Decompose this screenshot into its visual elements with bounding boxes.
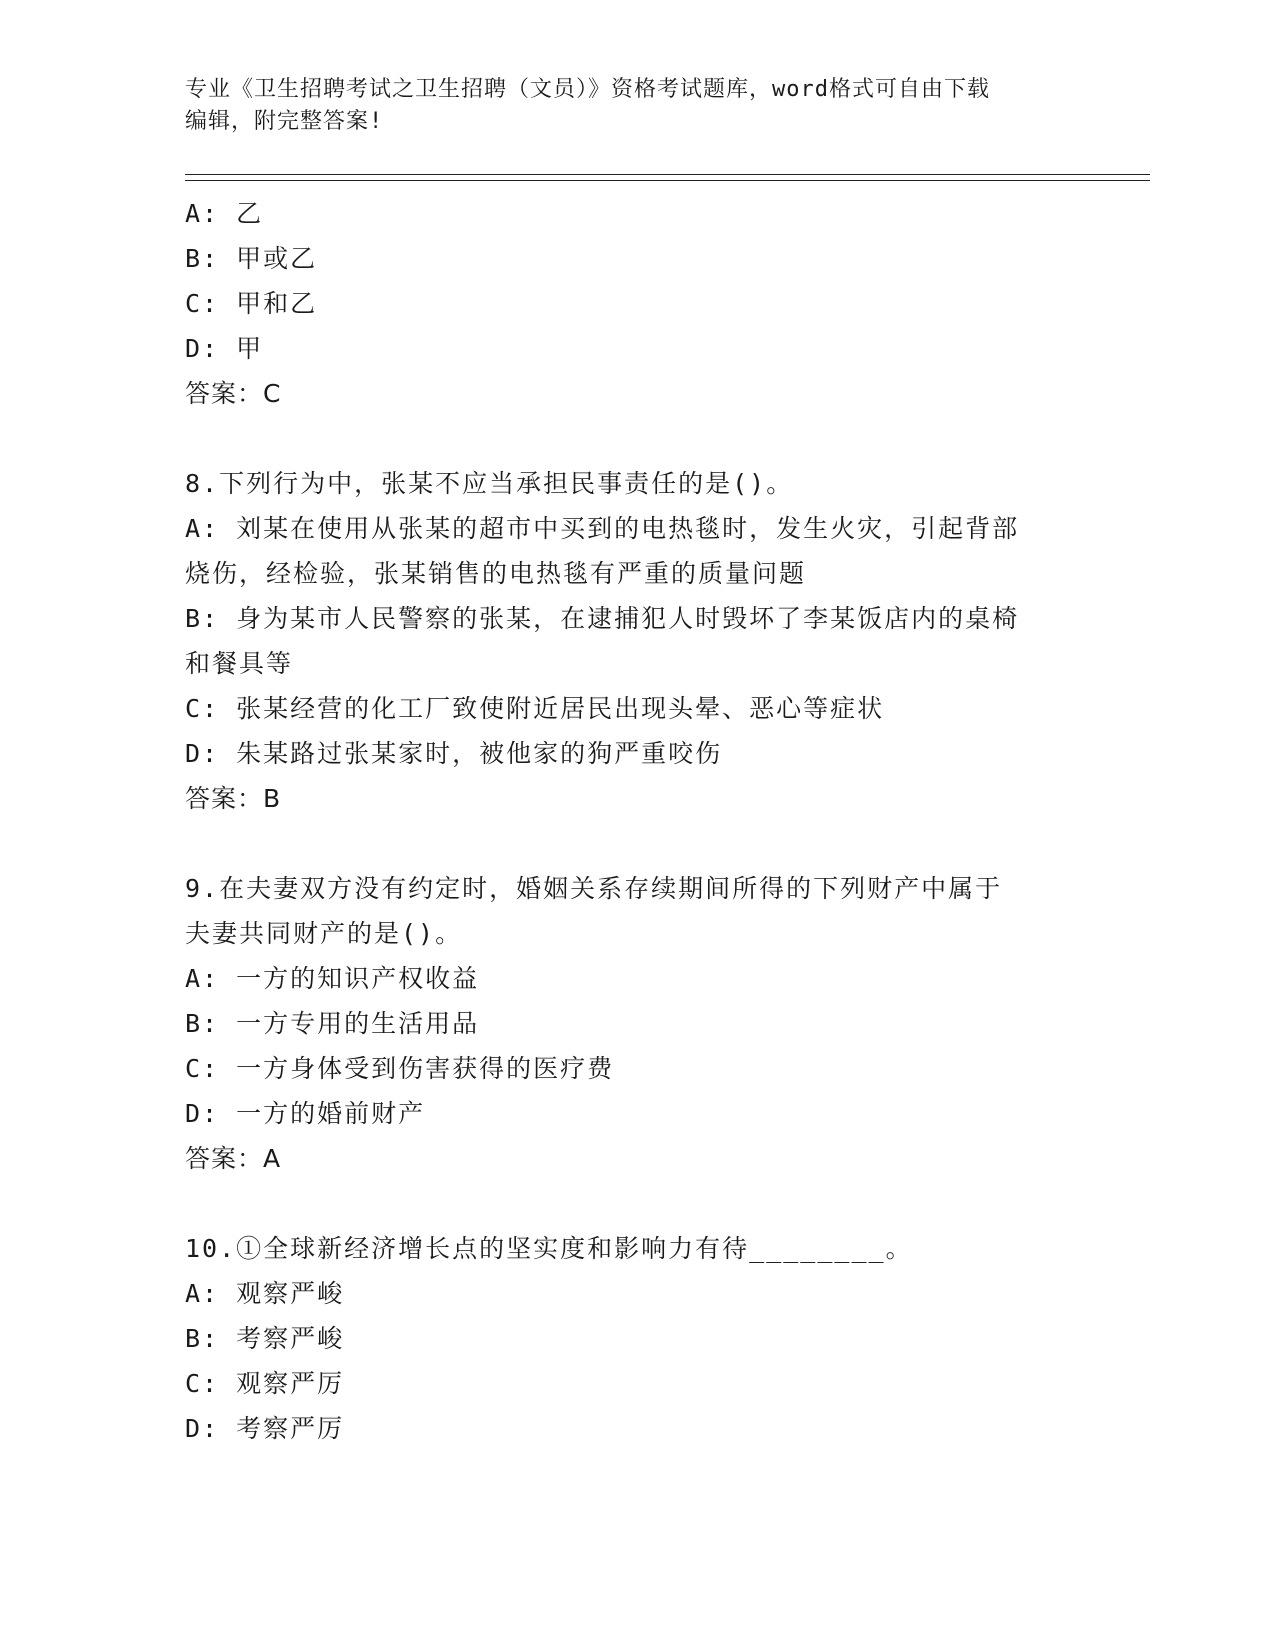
question-7 [185, 191, 1085, 416]
option-d: D: 甲 [185, 334, 264, 363]
question-8 [185, 461, 1085, 821]
option-c: C: 张某经营的化工厂致使附近居民出现头晕、恶心等症状 [185, 694, 885, 723]
option-b: B: 考察严峻 [185, 1324, 345, 1353]
option-d: D: 一方的婚前财产 [185, 1099, 426, 1128]
option-a: A: 一方的知识产权收益 [185, 964, 480, 993]
header-divider-bottom [185, 180, 1150, 181]
header-line-2: 编辑，附完整答案! [185, 109, 384, 134]
document-header [185, 74, 1065, 138]
option-a: A: 观察严峻 [185, 1279, 345, 1308]
header-line-1: 专业《卫生招聘考试之卫生招聘（文员）》资格考试题库，word格式可自由下载 [185, 77, 990, 102]
option-a-line-1: A: 刘某在使用从张某的超市中买到的电热毯时，发生火灾，引起背部 [185, 514, 1020, 543]
option-b-line-2: 和餐具等 [185, 649, 294, 678]
answer: 答案：B [185, 784, 282, 813]
answer: 答案：C [185, 379, 282, 408]
spacer [185, 821, 1085, 866]
option-d: D: 考察严厉 [185, 1414, 345, 1443]
option-a: A: 乙 [185, 199, 264, 228]
question-stem-line-2: 夫妻共同财产的是()。 [185, 919, 463, 948]
option-a-line-2: 烧伤，经检验，张某销售的电热毯有严重的质量问题 [185, 559, 807, 588]
option-c: C: 观察严厉 [185, 1369, 345, 1398]
option-b: B: 甲或乙 [185, 244, 318, 273]
option-d: D: 朱某路过张某家时，被他家的狗严重咬伤 [185, 739, 723, 768]
option-c: C: 一方身体受到伤害获得的医疗费 [185, 1054, 615, 1083]
spacer [185, 416, 1085, 461]
answer: 答案：A [185, 1144, 282, 1173]
question-10 [185, 1226, 1085, 1451]
question-stem: 8.下列行为中，张某不应当承担民事责任的是()。 [185, 469, 794, 498]
question-list [185, 191, 1085, 1451]
question-stem-line-1: 9.在夫妻双方没有约定时，婚姻关系存续期间所得的下列财产中属于 [185, 874, 1003, 903]
header-divider-top [185, 174, 1150, 175]
spacer [185, 1181, 1085, 1226]
option-c: C: 甲和乙 [185, 289, 318, 318]
option-b-line-1: B: 身为某市人民警察的张某，在逮捕犯人时毁坏了李某饭店内的桌椅 [185, 604, 1020, 633]
option-b: B: 一方专用的生活用品 [185, 1009, 480, 1038]
question-stem: 10.①全球新经济增长点的坚实度和影响力有待________。 [185, 1234, 913, 1263]
question-9 [185, 866, 1085, 1181]
